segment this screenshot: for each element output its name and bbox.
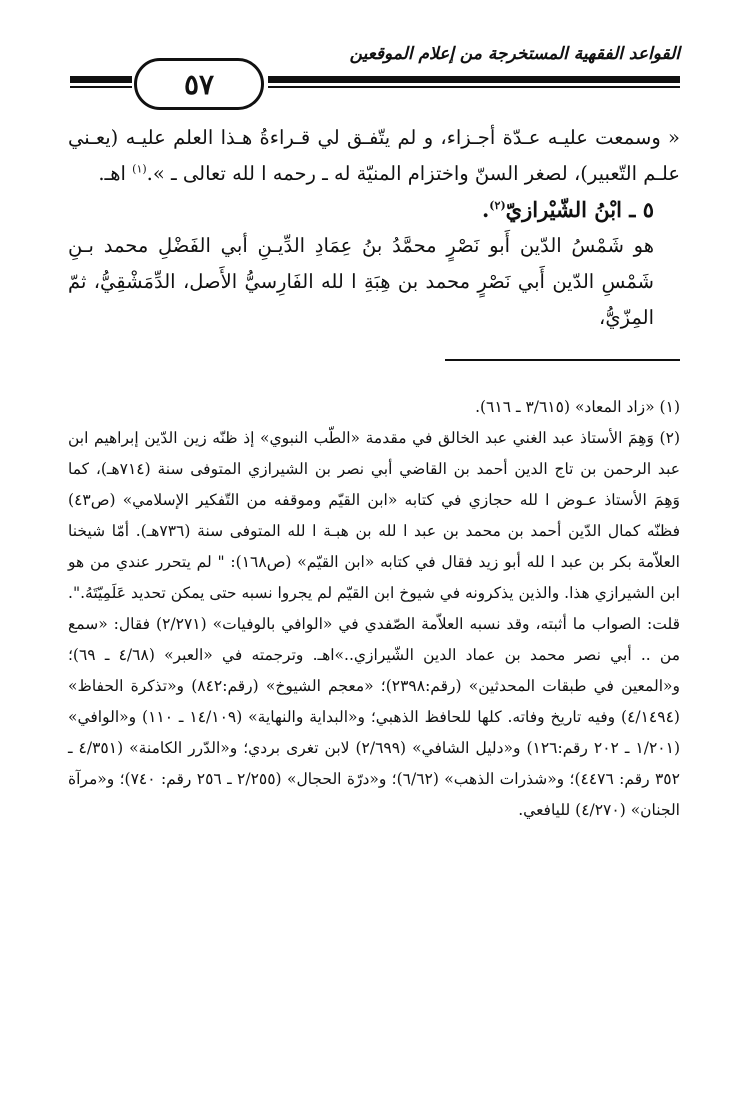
page-number-badge: [134, 58, 264, 110]
page-number: ٥٧: [183, 67, 215, 101]
section-heading-end: .: [481, 197, 490, 222]
footnote-2: (٢) وَهِمَ الأستاذ عبد الغني عبد الخالق في مقدمة «الطّب النبوي» إذ ظنّه زين الدّين إبراهيم ابن عبد الرحمن بن تاج الدين أحمد بن القاضي أبي نصر بن الشيرازي المتوفى سنة (٧١٤هـ)، كما وَهِمَ الأستاذ عـوض ا لله حجازي في كتابه «ابن القيّم وموقفه من التّفكير الإسلامي» (ص٤٣) فظنّه كمال الدّين أحمد بن محمد بن عبد ا لله بن هبـة ا لله المتوفى سنة (٧٣٦هـ). أمّا شيخنا العلاّمة بكر بن عبد ا لله أبو زيد فقال في كتابه «ابن القيّم» (ص١٦٨): " لم يتحرر عندي من هو ابن الشيرازي هذا. والذين يذكرونه في شيوخ ابن القيّم لم يجروا نسبه حتى يمكن تحديد عَلَمِيّتَهُ.".: [68, 429, 680, 602]
footnote-note: قلت: الصواب ما أثبته، وقد نسبه العلاّمة الصّفدي في «الوافي بالوفيات» (٢/٢٧١) فقال: «سمع من .. أبي نصر محمد بن عماد الدين الشّيرازي..»اهـ. وترجمته في «العبر» (٤/٦٨ ـ ٦٩)؛ و«المعين في طبقات المحدثين» (رقم:٢٣٩٨)؛ «معجم الشيوخ» (رقم:٨٤٢) و«تذكرة الحفاظ» (٤/١٤٩٤) وفيه تاريخ وفاته. كلها للحافظ الذهبي؛ و«البداية والنهاية» (١٤/١٠٩ ـ ١١٠) و«الوافي» (١/٢٠١ ـ ٢٠٢ رقم:١٢٦) و«دليل الشافي» (٢/٦٩٩) لابن تغرى بردي؛ و«الدّرر الكامنة» (٤/٣٥١ ـ ٣٥٢ رقم: ٤٤٧٦)؛ و«شذرات الذهب» (٦/٦٢)؛ و«درّة الحجال» (٢/٢٥٥ ـ ٢٥٦ رقم: ٧٤٠)؛ و«مرآة الجنان» (٤/٢٧٠) لليافعي.: [68, 615, 681, 819]
quote-text: « وسمعت عليـه عـدّة أجـزاء، و لم يتّفـق لي قـراءةُ هـذا العلم عليـه (يعـني علـم التّعبير)، لصغر السنّ واختزام المنيّة له ـ رحمه ا لله تعالى ـ ».: [68, 126, 680, 185]
header-rule-thin-right: [268, 86, 680, 88]
footnote-ref-1: (١): [132, 162, 147, 176]
quote-paragraph: [68, 120, 680, 192]
section-heading: [68, 192, 680, 228]
header-rule-thin-left: [70, 86, 132, 88]
footnote-ref-2: (٢): [489, 199, 506, 212]
header-rule-thick-right: [268, 76, 680, 83]
running-title: القواعد الفقهية المستخرجة من إعلام الموقعين: [349, 44, 680, 64]
footnote-separator: [445, 359, 680, 361]
bio-paragraph: هو شَمْسُ الدّين أَبو نَصْرٍ محمَّدُ بنُ عِمَادِ الدِّيـنِ أبي الفَضْلِ محمد بـنِ شَمْسِ الدّين أَبي نَصْرٍ محمد بن هِبَةِ ا لله الفَارِسيُّ الأَصل، الدِّمَشْقِيُّ، ثمّ المِزّيُّ،: [68, 234, 654, 329]
section-heading-text: ٥ ـ ابْنُ الشّيْرازيّ: [505, 197, 654, 222]
main-text: [68, 120, 680, 336]
footnote-1: (١) «زاد المعاد» (٣/٦١٥ ـ ٦١٦).: [475, 398, 680, 416]
quote-end: اهـ.: [98, 162, 133, 185]
header-rule-thick-left: [70, 76, 132, 83]
footnotes: [68, 392, 680, 826]
